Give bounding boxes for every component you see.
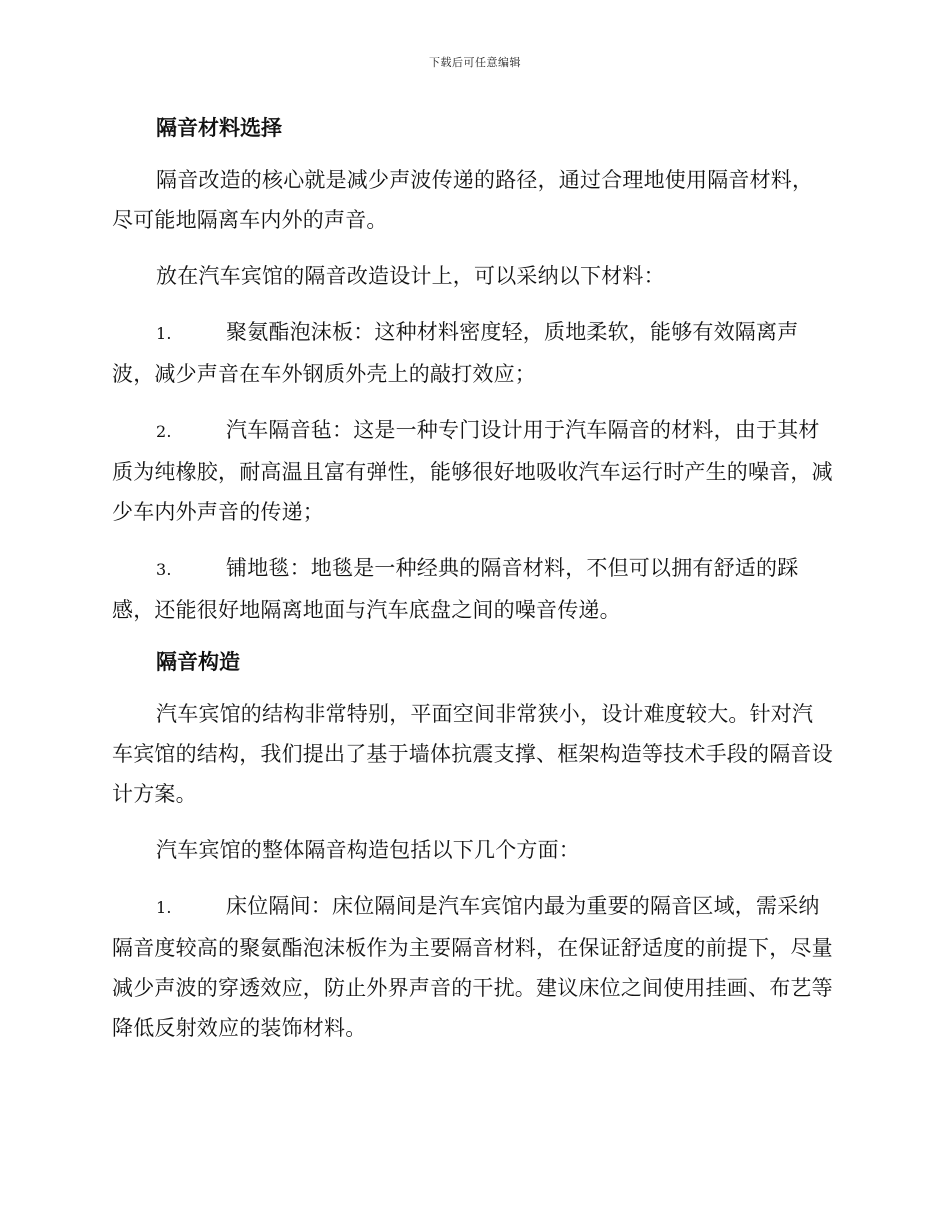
document-body [112, 110, 834, 1048]
list-item-text: 聚氨酯泡沫板：这种材料密度轻，质地柔软，能够有效隔离声波，减少声音在车外钢质外壳上的敲打效应； [112, 320, 799, 386]
section-heading-materials: 隔音材料选择 [156, 115, 282, 140]
list-item-number: 1. [156, 324, 172, 343]
list-item [112, 410, 834, 532]
list-item-text: 床位隔间：床位隔间是汽车宾馆内最为重要的隔音区域，需采纳隔音度较高的聚氨酯泡沫板作为主要隔音材料，在保证舒适度的前提下，尽量减少声波的穿透效应，防止外界声音的干扰。建议床位之间使用挂画、布艺等降低反射效应的装饰材料。 [112, 894, 833, 1040]
paragraph: 汽车宾馆的结构非常特别，平面空间非常狭小，设计难度较大。针对汽车宾馆的结构，我们提出了基于墙体抗震支撑、框架构造等技术手段的隔音设计方案。 [112, 702, 833, 806]
paragraph: 放在汽车宾馆的隔音改造设计上，可以采纳以下材料： [156, 264, 665, 288]
list-item-number: 2. [156, 422, 172, 441]
paragraph: 汽车宾馆的整体隔音构造包括以下几个方面： [156, 838, 580, 862]
list-item [112, 548, 834, 630]
list-item-number: 1. [156, 898, 172, 917]
list-item-text: 铺地毯：地毯是一种经典的隔音材料，不但可以拥有舒适的踩感，还能很好地隔离地面与汽车底盘之间的噪音传递。 [112, 556, 799, 622]
list-item-number: 3. [156, 560, 172, 579]
paragraph: 隔音改造的核心就是减少声波传递的路径，通过合理地使用隔音材料，尽可能地隔离车内外的声音。 [112, 168, 814, 232]
list-item [112, 312, 834, 394]
list-item [112, 886, 834, 1048]
header-note: 下载后可任意编辑 [429, 56, 521, 69]
section-heading-structure: 隔音构造 [156, 649, 240, 674]
list-item-text: 汽车隔音毡：这是一种专门设计用于汽车隔音的材料，由于其材质为纯橡胶，耐高温且富有弹性，能够很好地吸收汽车运行时产生的噪音，减少车内外声音的传递； [112, 418, 833, 524]
